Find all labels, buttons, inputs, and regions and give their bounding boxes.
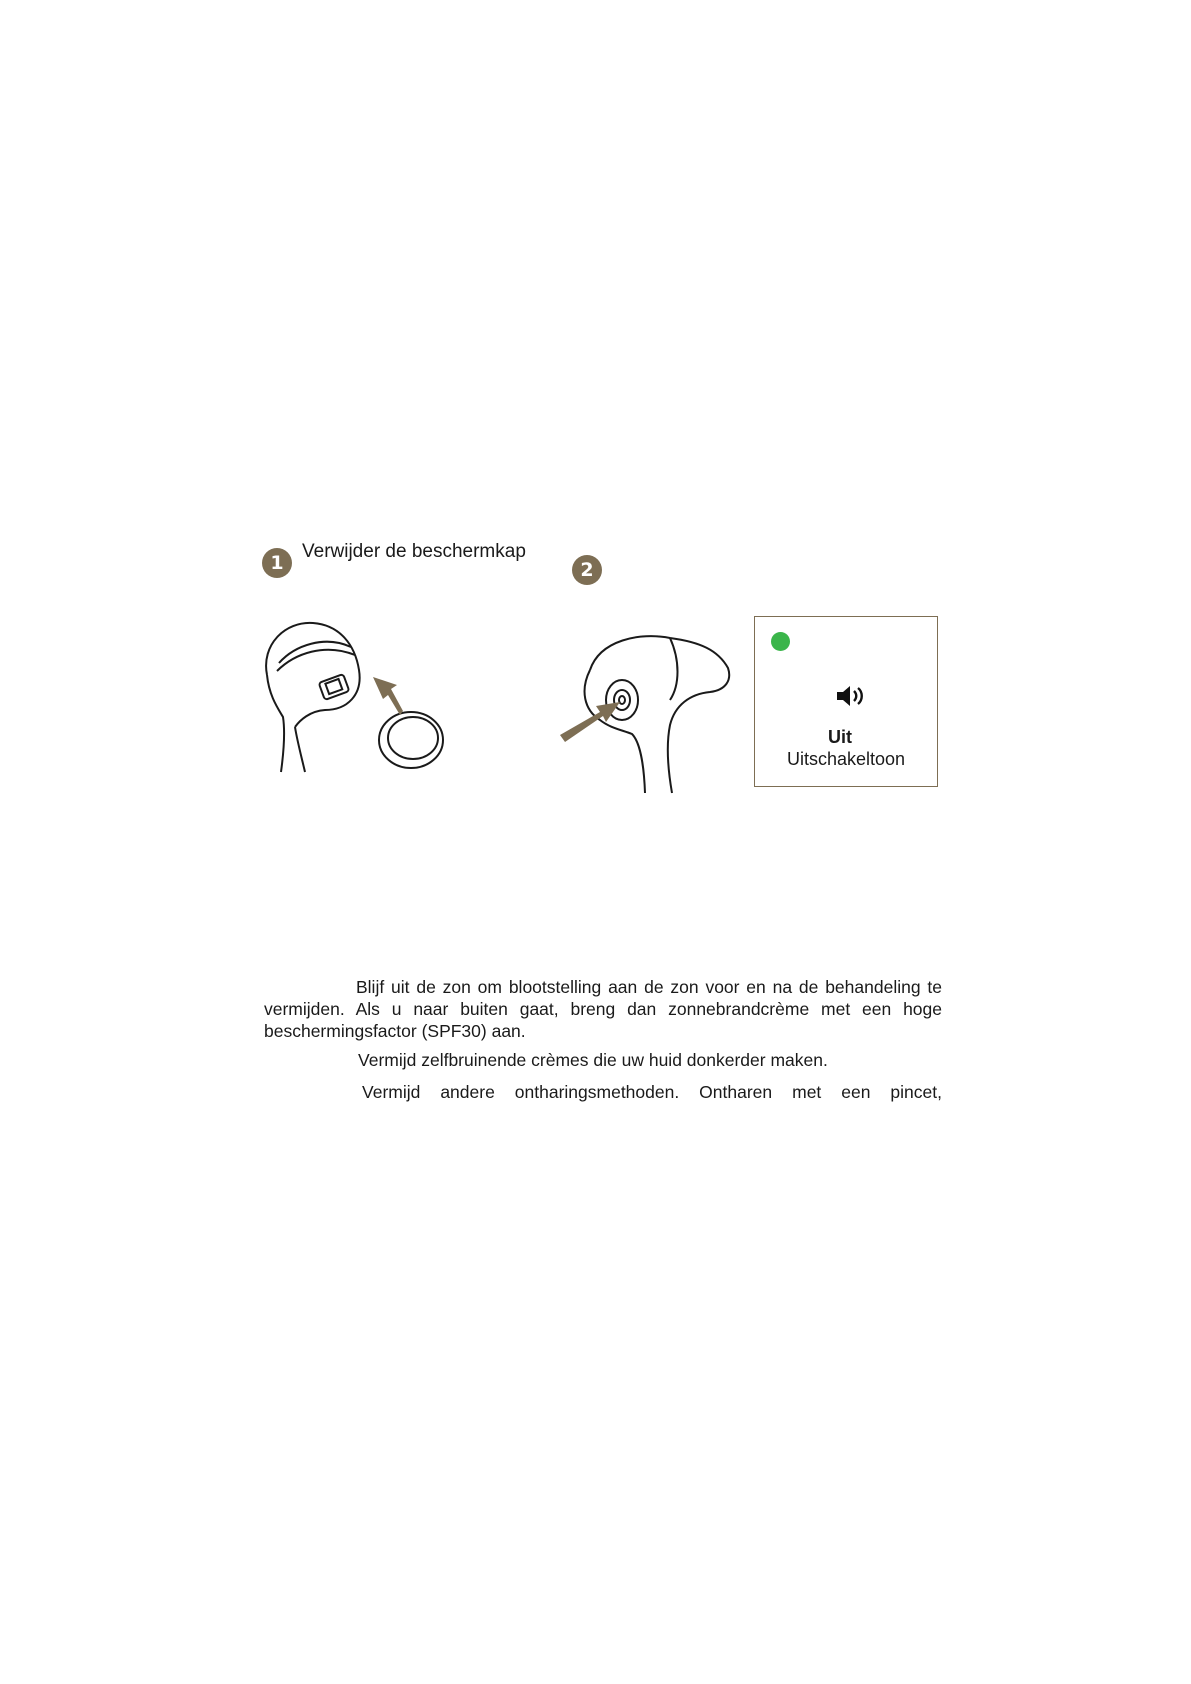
device-face <box>670 638 678 700</box>
paragraph-self-tanning: Vermijd zelfbruinende crèmes die uw huid donkerder maken. <box>358 1050 828 1070</box>
step-1-badge: 1 <box>262 548 292 578</box>
speaker-icon <box>835 683 869 709</box>
device-handle-right <box>295 727 305 772</box>
paragraph-hair-removal: Vermijd andere ontharingsmethoden. Ontharen met een pincet, <box>362 1082 942 1102</box>
device-cap-removal-illustration <box>255 615 495 775</box>
status-led <box>771 632 790 651</box>
device-window <box>319 674 350 700</box>
device-handle-left <box>267 675 284 772</box>
paragraph-sun-exposure: Blijf uit de zon om blootstelling aan de zon voor en na de behandeling te vermijden. Als u naar buiten gaat, breng dan zonnebrandcrème met een hoge beschermingsfactor (SPF30) aan. <box>264 977 942 1041</box>
device-button-illustration <box>560 630 740 795</box>
arrow-icon <box>560 702 620 742</box>
status-box <box>754 616 938 787</box>
status-label: Uit <box>828 727 852 747</box>
step-1-title: Verwijder de beschermkap <box>302 541 526 562</box>
step-2-badge: 2 <box>572 555 602 585</box>
arrow-icon <box>373 677 403 715</box>
status-sublabel: Uitschakeltoon <box>786 749 906 769</box>
